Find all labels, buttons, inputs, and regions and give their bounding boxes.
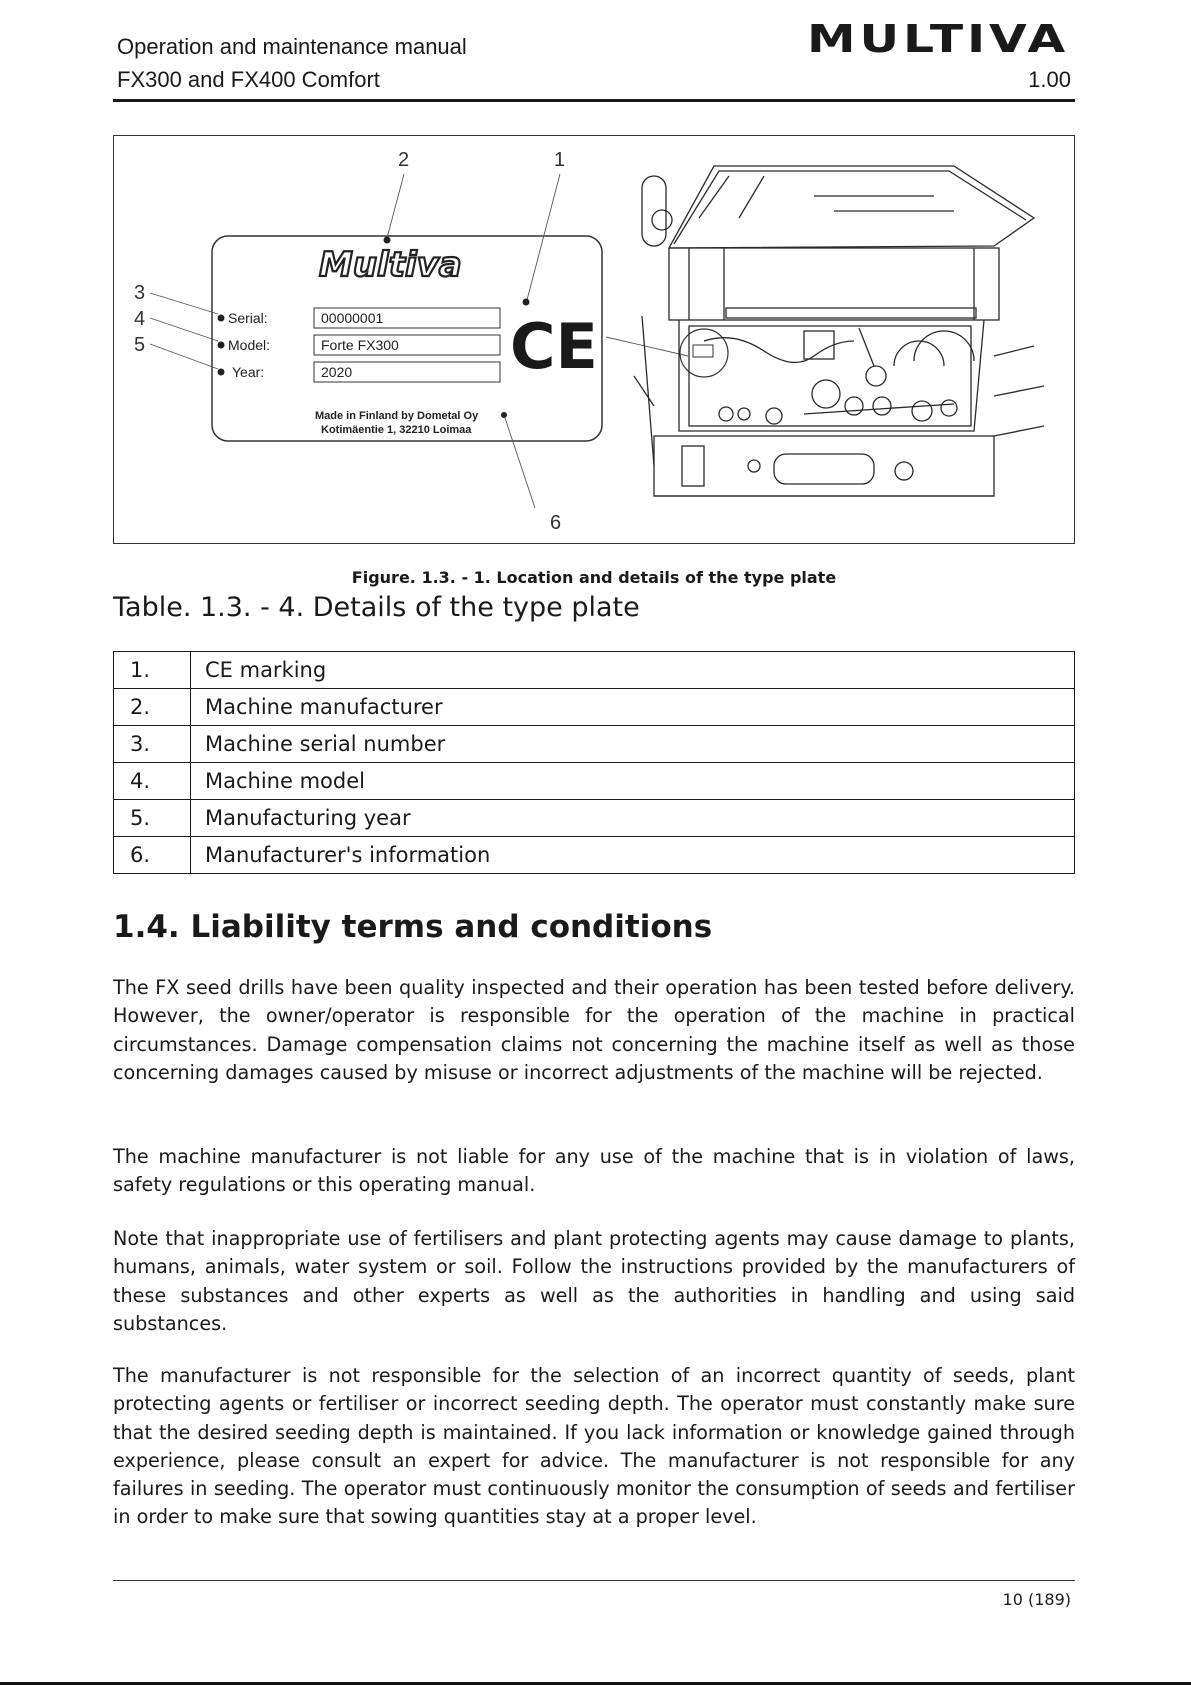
plate-maker-line2: Kotimäentie 1, 32210 Loimaa (321, 424, 472, 436)
paragraph: The FX seed drills have been quality inspected and their operation has been tested before delivery. However, the owner/operator is responsible for the operation of the machine in practical circumstances. Damage compensation claims not concerning the machine itself as well as those concerning damages caused by misuse or incorrect adjustments of the machine will be rejected. (113, 976, 1075, 1084)
table-row (114, 689, 1075, 726)
table-row (114, 763, 1075, 800)
plate-model-label: Model: (228, 337, 271, 353)
table-row (114, 726, 1075, 763)
callout-3: 3 (134, 282, 146, 304)
row-text: Machine manufacturer (191, 689, 1075, 726)
paragraph: The machine manufacturer is not liable for any use of the machine that is in violation of laws, safety regulations or this operating manual. (113, 1145, 1075, 1197)
plate-maker-line1: Made in Finland by Dometal Oy (315, 410, 479, 422)
row-number: 4. (114, 763, 191, 800)
year-dot (218, 369, 225, 376)
callout-2: 2 (398, 149, 410, 171)
maker-dot (501, 412, 507, 418)
plate-year-label: Year: (232, 364, 265, 380)
row-number: 2. (114, 689, 191, 726)
table-title: Table. 1.3. - 4. Details of the type plate (113, 592, 640, 623)
model-dot (218, 342, 225, 349)
callout-5: 5 (134, 334, 146, 356)
plate-serial-value: 00000001 (321, 310, 384, 326)
table-row (114, 800, 1075, 837)
table-row (114, 837, 1075, 874)
header-subtitle: FX300 and FX400 Comfort (117, 67, 380, 92)
header-title: Operation and maintenance manual (117, 34, 467, 59)
plate-model-value: Forte FX300 (321, 337, 399, 353)
table-row (114, 652, 1075, 689)
row-text: Manufacturer's information (191, 837, 1075, 874)
callout-2-dot (384, 237, 391, 244)
svg-text:MULTIVA: MULTIVA (807, 18, 1069, 58)
paragraph: Note that inappropriate use of fertilisers and plant protecting agents may cause damage to plants, humans, animals, water system or soil. Follow the instructions provided by the manufacturers of these substances and other experts as well as the authorities in handling and using said substances. (113, 1227, 1075, 1335)
manual-page (113, 0, 1075, 1685)
callout-6: 6 (550, 512, 562, 534)
ce-mark: CE (510, 310, 598, 383)
page-number: 10 (189) (1002, 1590, 1071, 1609)
multiva-logo (807, 18, 1071, 58)
header-rule (113, 99, 1075, 102)
type-plate-figure (113, 135, 1075, 544)
figure-caption: Figure. 1.3. - 1. Location and details of the type plate (351, 568, 837, 587)
plate-year-value: 2020 (321, 364, 353, 380)
row-text: Machine model (191, 763, 1075, 800)
type-plate-illustration (114, 136, 1074, 543)
row-number: 3. (114, 726, 191, 763)
row-text: Manufacturing year (191, 800, 1075, 837)
footer-rule (113, 1580, 1075, 1581)
row-text: CE marking (191, 652, 1075, 689)
plate-serial-label: Serial: (228, 310, 268, 326)
row-number: 1. (114, 652, 191, 689)
plate-location-circle (680, 329, 728, 377)
row-number: 6. (114, 837, 191, 874)
row-number: 5. (114, 800, 191, 837)
callout-1-dot (523, 299, 530, 306)
section-heading: 1.4. Liability terms and conditions (113, 909, 713, 945)
type-plate-table (113, 651, 1075, 874)
paragraph: The manufacturer is not responsible for the selection of an incorrect quantity of seeds, plant protecting agents or fertiliser or incorrect seeding depth. The operator must constantly make sure that the desired seeding depth is maintained. If you lack information or knowledge gained through experience, please consult an expert for advice. The manufacturer is not responsible for any failures in seeding. The operator must continuously monitor the consumption of seeds and fertiliser in order to make sure that sowing quantities stay at a proper level. (113, 1364, 1075, 1529)
header-version: 1.00 (1028, 67, 1071, 92)
callout-1: 1 (554, 149, 566, 171)
plate-brand: Multiva (319, 245, 462, 285)
callout-4: 4 (134, 308, 146, 330)
serial-dot (218, 315, 225, 322)
row-text: Machine serial number (191, 726, 1075, 763)
